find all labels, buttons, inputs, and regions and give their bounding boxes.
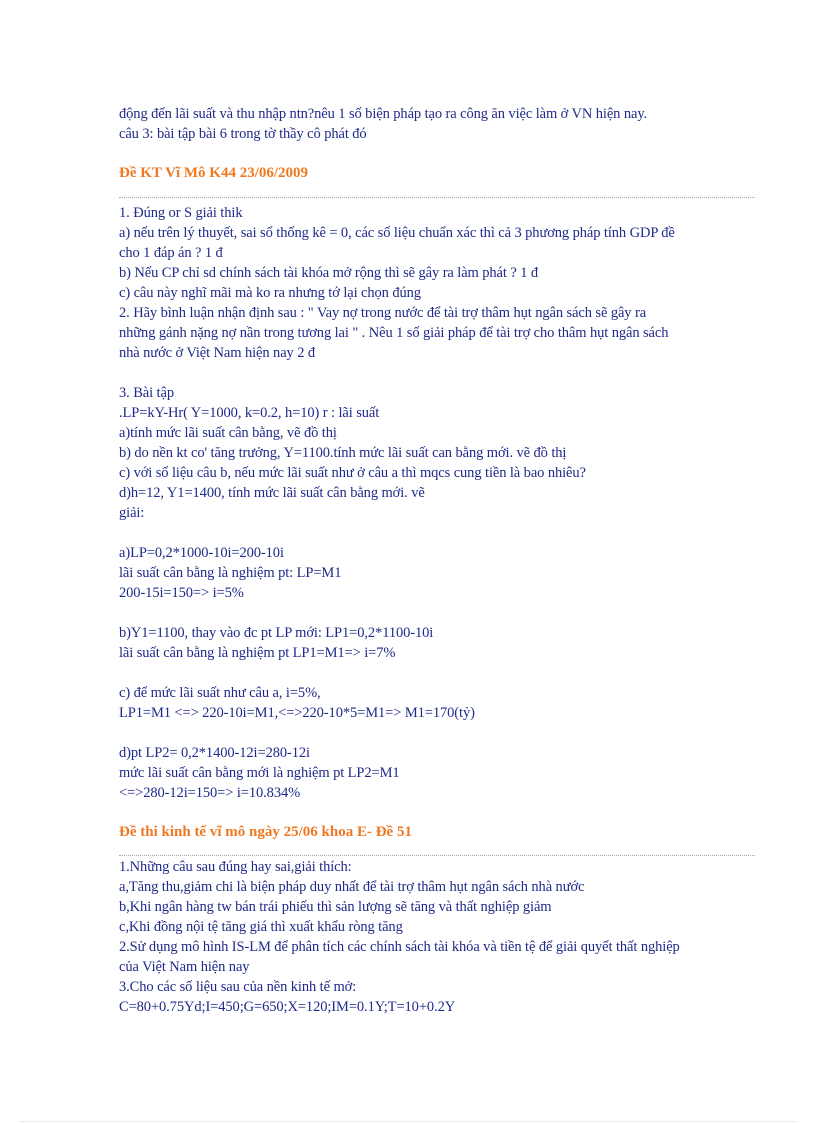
text-line: câu 3: bài tập bài 6 trong tờ thầy cô phát đó — [119, 126, 367, 142]
text-line: của Việt Nam hiện nay — [119, 959, 250, 975]
text-line: d)h=12, Y1=1400, tính mức lãi suất cân bằng mới. vẽ — [119, 485, 425, 501]
page-bottom-divider — [20, 1121, 796, 1122]
solution-d — [119, 743, 759, 803]
text-line: 1.Những câu sau đúng hay sai,giải thích: — [119, 859, 352, 875]
text-line: d)pt LP2= 0,2*1400-12i=280-12i — [119, 745, 310, 761]
section-title: Đề KT Vĩ Mô K44 23/06/2009 — [119, 165, 309, 181]
text-line: giải: — [119, 505, 145, 521]
text-line: c) với số liệu câu b, nếu mức lãi suất như ở câu a thì mqcs cung tiền là bao nhiêu? — [119, 465, 586, 481]
text-line: b,Khi ngân hàng tw bán trái phiếu thì sản lượng sẽ tăng và thất nghiệp giảm — [119, 899, 552, 915]
text-line: động đến lãi suất và thu nhập ntn?nêu 1 số biện pháp tạo ra công ăn việc làm ở VN hiện nay. — [119, 106, 648, 122]
exercise-block — [119, 383, 759, 523]
text-line: c) câu này nghĩ mãi mà ko ra nhưng tớ lại chọn đúng — [119, 285, 421, 301]
document-page — [119, 104, 759, 1017]
text-line: c,Khi đồng nội tệ tăng giá thì xuất khẩu ròng tăng — [119, 919, 403, 935]
exam-questions — [119, 203, 759, 363]
text-line: b)Y1=1100, thay vào đc pt LP mới: LP1=0,2*1100-10i — [119, 625, 434, 641]
text-line: những gánh nặng nợ nần trong tương lai " . Nêu 1 số giải pháp để tài trợ cho thâm hụt ngân sách — [119, 325, 669, 341]
text-line: 3. Bài tập — [119, 385, 174, 401]
text-line: b) Nếu CP chỉ sd chính sách tài khóa mở rộng thì sẽ gây ra làm phát ? 1 đ — [119, 265, 539, 281]
text-line: mức lãi suất cân bằng mới là nghiệm pt LP2=M1 — [119, 765, 400, 781]
text-line: nhà nước ở Việt Nam hiện nay 2 đ — [119, 345, 316, 361]
section-title: Đề thi kinh tế vĩ mô ngày 25/06 khoa E- Đề 51 — [119, 824, 412, 840]
text-line: cho 1 đáp án ? 1 đ — [119, 245, 223, 261]
intro-text — [119, 104, 759, 144]
text-line: a)LP=0,2*1000-10i=200-10i — [119, 545, 284, 561]
text-line: lãi suất cân bằng là nghiệm pt LP1=M1=> i=7% — [119, 645, 396, 661]
text-line: a) nếu trên lý thuyết, sai số thống kê = 0, các số liệu chuẩn xác thì cả 3 phương pháp tính GDP đề — [119, 225, 675, 241]
text-line: a)tính mức lãi suất cân bằng, vẽ đồ thị — [119, 425, 337, 441]
text-line: c) để mức lãi suất như câu a, i=5%, — [119, 685, 321, 701]
text-line: lãi suất cân bằng là nghiệm pt: LP=M1 — [119, 565, 342, 581]
text-line: LP1=M1 <=> 220-10i=M1,<=>220-10*5=M1=> M1=170(tỷ) — [119, 705, 475, 721]
solution-c — [119, 683, 759, 723]
text-line: a,Tăng thu,giảm chi là biện pháp duy nhất để tài trợ thâm hụt ngân sách nhà nước — [119, 879, 585, 895]
text-line: 1. Đúng or S giải thik — [119, 205, 243, 221]
text-line: 2. Hãy bình luận nhận định sau : " Vay nợ trong nước để tài trợ thâm hụt ngân sách sẽ gây ra — [119, 305, 647, 321]
exam-questions — [119, 857, 759, 1017]
text-line: 2.Sử dụng mô hình IS-LM để phân tích các chính sách tài khóa và tiền tệ để giải quyết thất nghiệp — [119, 939, 680, 955]
text-line: .LP=kY-Hr( Y=1000, k=0.2, h=10) r : lãi suất — [119, 405, 380, 421]
text-line: b) do nền kt co' tăng trưởng, Y=1100.tính mức lãi suất can bằng mới. vẽ đồ thị — [119, 445, 567, 461]
text-line: C=80+0.75Yd;I=450;G=650;X=120;IM=0.1Y;T=10+0.2Y — [119, 999, 456, 1015]
text-line: 3.Cho các số liệu sau của nền kinh tế mở: — [119, 979, 357, 995]
solution-b — [119, 623, 759, 663]
solution-a — [119, 543, 759, 603]
text-line: <=>280-12i=150=> i=10.834% — [119, 785, 301, 801]
text-line: 200-15i=150=> i=5% — [119, 585, 244, 601]
